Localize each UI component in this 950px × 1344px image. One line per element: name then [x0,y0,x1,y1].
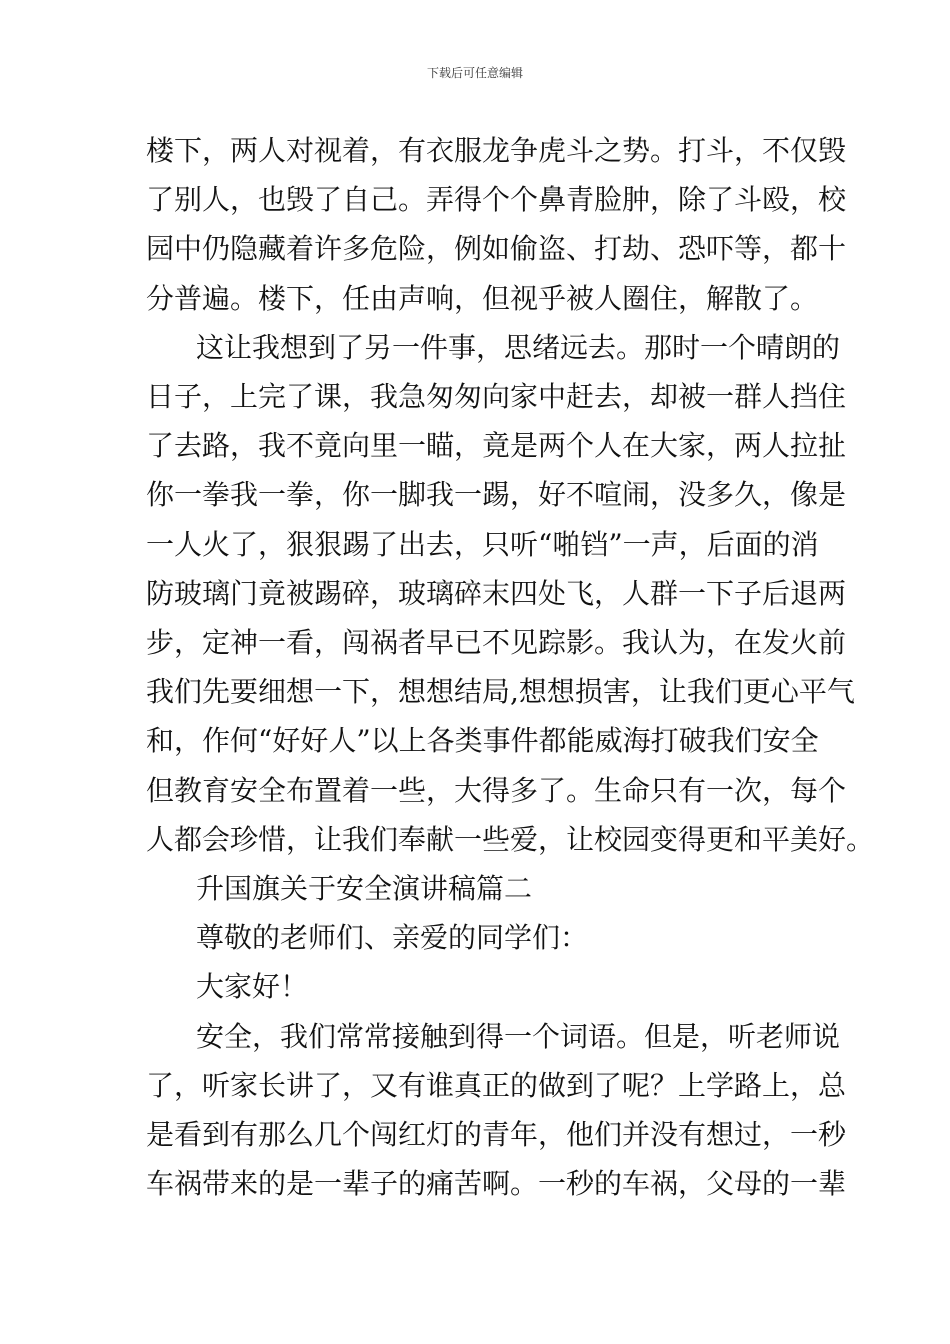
text-line: 了，听家长讲了，又有谁真正的做到了呢？上学路上，总 [146,1068,847,1102]
text-line: 园中仍隐藏着许多危险，例如偷盗、打劫、恐吓等，都十 [146,232,847,266]
text-line: 车祸带来的是一辈子的痛苦啊。一秒的车祸，父母的一辈 [146,1167,847,1201]
text-line: 我们先要细想一下，想想结局,想想损害，让我们更心平气 [146,675,855,709]
text-line: 但教育安全布置着一些，大得多了。生命只有一次，每个 [146,773,847,807]
text-line: 一人火了，狠狠踢了出去，只听“啪铛”一声，后面的消 [146,527,819,561]
text-line: 楼下，两人对视着，有衣服龙争虎斗之势。打斗，不仅毁 [146,134,847,167]
text-line: 你一拳我一拳，你一脚我一踢，好不喧闹，没多久，像是 [146,478,847,512]
text-line: 防玻璃门竟被踢碎，玻璃碎末四处飞，人群一下子后退两 [146,576,847,610]
text-line: 尊敬的老师们、亲爱的同学们： [196,921,589,955]
text-line: 升国旗关于安全演讲稿篇二 [196,872,533,905]
text-line: 安全，我们常常接触到得一个词语。但是，听老师说 [196,1019,841,1053]
text-line: 了别人，也毁了自己。弄得个个鼻青脸肿，除了斗殴，校 [146,183,847,217]
page-header: 下载后可任意编辑 [426,66,523,80]
text-line: 日子，上完了课，我急匆匆向家中赶去，却被一群人挡住 [146,380,847,413]
text-line: 人都会珍惜，让我们奉献一些爱，让校园变得更和平美好。 [146,822,875,856]
text-line: 分普遍。楼下，任由声响，但视乎被人圈住，解散了。 [146,281,819,315]
text-line: 大家好！ [196,970,309,1004]
text-line: 了去路，我不竟向里一瞄，竟是两个人在大家，两人拉扯 [146,429,847,463]
text-line: 这让我想到了另一件事，思绪远去。那时一个晴朗的 [196,330,841,364]
text-line: 是看到有那么几个闯红灯的青年，他们并没有想过，一秒 [146,1118,847,1151]
text-line: 和，作何“好好人”以上各类事件都能威海打破我们安全 [146,724,819,758]
text-line: 步，定神一看，闯祸者早已不见踪影。我认为，在发火前 [146,626,847,659]
